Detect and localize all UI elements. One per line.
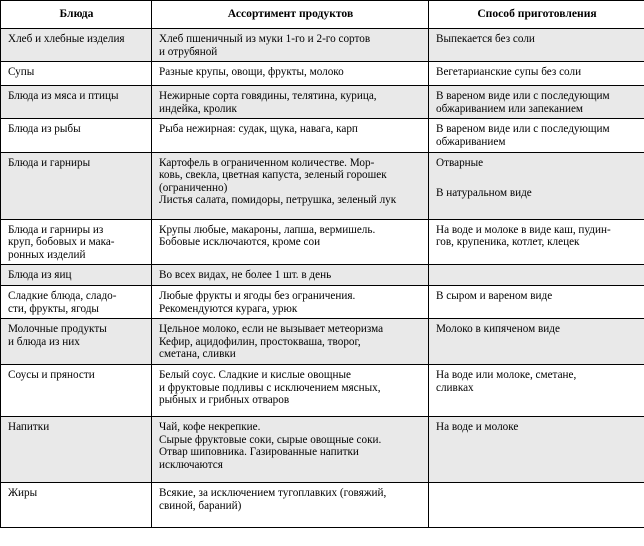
cell-line: На воде или молоке, сметане, xyxy=(436,368,577,381)
cell-line: Нежирные сорта говядины, телятина, курица, xyxy=(159,90,377,103)
cell-line: Цельное молоко, если не вызывает метеоризма xyxy=(159,323,384,336)
cell-dish-category xyxy=(1,285,152,318)
cell-method xyxy=(429,265,644,286)
cell-assortment xyxy=(152,285,429,318)
cell-line: сливках xyxy=(436,381,474,394)
cell-line: На воде и молоке в виде каш, пудин- xyxy=(436,223,611,236)
cell-line: Разные крупы, овощи, фрукты, молоко xyxy=(159,66,344,79)
cell-dish-category: Напитки xyxy=(1,416,152,482)
cell-line: Отварные xyxy=(436,156,484,169)
cell-method xyxy=(429,219,644,265)
table-row xyxy=(1,364,644,416)
cell-assortment xyxy=(152,416,429,482)
cell-line: В сыром и вареном виде xyxy=(436,289,553,302)
cell-line: Хлеб пшеничный из муки 1-го и 2-го сортов xyxy=(159,33,371,45)
cell-method xyxy=(429,285,644,318)
cell-line: В натуральном виде xyxy=(436,187,532,200)
cell-method xyxy=(429,86,644,119)
cell-line: Белый соус. Сладкие и кислые овощные xyxy=(159,368,351,381)
cell-line: обжариванием или запеканием xyxy=(436,102,583,115)
cell-line: В вареном виде или с последующим xyxy=(436,90,610,103)
cell-method xyxy=(429,364,644,416)
cell-line: сти, фрукты, ягоды xyxy=(8,302,99,315)
cell-line: Молоко в кипяченом виде xyxy=(436,323,560,336)
cell-assortment xyxy=(152,364,429,416)
cell-line: На воде и молоке xyxy=(436,420,519,433)
cell-line: Листья салата, помидоры, петрушка, зеленый лук xyxy=(159,194,397,207)
cell-assortment xyxy=(152,119,429,152)
table-row xyxy=(1,219,644,265)
cell-line: и фруктовые подливы с исключением мясных, xyxy=(159,381,381,394)
cell-method xyxy=(429,62,644,86)
cell-line: Сырые фруктовые соки, сырые овощные соки. xyxy=(159,433,382,446)
cell-assortment xyxy=(152,482,429,527)
cell-method xyxy=(429,29,644,62)
table-row xyxy=(1,152,644,219)
table-row xyxy=(1,29,644,62)
cell-line: Молочные продукты xyxy=(8,323,107,336)
cell-line: (ограниченно) xyxy=(159,181,228,194)
cell-line: Любые фрукты и ягоды без ограничения. xyxy=(159,289,356,302)
cell-dish-category: Хлеб и хлебные изделия xyxy=(1,29,152,62)
cell-line: Всякие, за исключением тугоплавких (говяжий, xyxy=(159,486,387,499)
cell-line: Рекомендуются курага, урюк xyxy=(159,302,298,315)
cell-assortment xyxy=(152,62,429,86)
cell-dish-category: Блюда и гарниры xyxy=(1,152,152,219)
table-row xyxy=(1,265,644,286)
table-row xyxy=(1,319,644,365)
cell-line: свиной, бараний) xyxy=(159,499,242,512)
cell-line: Крупы любые, макароны, лапша, вермишель. xyxy=(159,223,376,236)
cell-dish-category: Блюда из мяса и птицы xyxy=(1,86,152,119)
table-row xyxy=(1,285,644,318)
cell-line: круп, бобовых и мака- xyxy=(8,236,115,249)
cell-method xyxy=(429,416,644,482)
table-row xyxy=(1,416,644,482)
cell-line: Выпекается без соли xyxy=(436,33,535,45)
cell-dish-category xyxy=(1,219,152,265)
cell-dish-category: Соусы и пряности xyxy=(1,364,152,416)
cell-line: Отвар шиповника. Газированные напитки xyxy=(159,446,359,459)
cell-line: Бобовые исключаются, кроме сои xyxy=(159,236,321,249)
cell-assortment xyxy=(152,319,429,365)
cell-assortment xyxy=(152,265,429,286)
table-row xyxy=(1,119,644,152)
cell-line: В вареном виде или с последующим xyxy=(436,123,610,136)
cell-line: сметана, сливки xyxy=(159,348,236,361)
cell-method xyxy=(429,119,644,152)
column-header-dishes: Блюда xyxy=(1,1,152,29)
cell-line: Блюда и гарниры из xyxy=(8,223,104,236)
cell-line: исключаются xyxy=(159,458,223,471)
table-header xyxy=(1,1,644,29)
cell-dish-category: Блюда из яиц xyxy=(1,265,152,286)
cell-line: гов, крупеника, котлет, клецек xyxy=(436,236,580,249)
cell-line: Картофель в ограниченном количестве. Мор- xyxy=(159,156,375,169)
table-body xyxy=(1,29,644,528)
cell-method xyxy=(429,482,644,527)
cell-dish-category: Блюда из рыбы xyxy=(1,119,152,152)
cell-method xyxy=(429,319,644,365)
column-header-assortment: Ассортимент продуктов xyxy=(152,1,429,29)
cell-line: рыбных и грибных отваров xyxy=(159,394,290,407)
cell-assortment xyxy=(152,29,429,62)
cell-line: обжариванием xyxy=(436,135,506,148)
cell-line: Кефир, ацидофилин, простокваша, творог, xyxy=(159,335,361,348)
table-row xyxy=(1,86,644,119)
header-row xyxy=(1,1,644,29)
table-row xyxy=(1,482,644,527)
cell-assortment xyxy=(152,219,429,265)
cell-dish-category: Жиры xyxy=(1,482,152,527)
cell-line: и отрубяной xyxy=(159,45,218,58)
cell-line: Вегетарианские супы без соли xyxy=(436,66,582,79)
cell-dish-category: Супы xyxy=(1,62,152,86)
cell-line: Сладкие блюда, сладо- xyxy=(8,289,117,302)
cell-line: и блюда из них xyxy=(8,335,80,348)
cell-line: Чай, кофе некрепкие. xyxy=(159,420,261,433)
column-header-method: Способ приготовления xyxy=(429,1,644,29)
cell-line: Во всех видах, не более 1 шт. в день xyxy=(159,269,332,282)
cell-line: ковь, свекла, цветная капуста, зеленый горошек xyxy=(159,169,387,182)
cell-assortment xyxy=(152,152,429,219)
table-row xyxy=(1,62,644,86)
cell-method xyxy=(429,152,644,219)
cell-line: индейка, кролик xyxy=(159,102,237,115)
cell-line: ронных изделий xyxy=(8,248,86,261)
cell-dish-category xyxy=(1,319,152,365)
cell-line: Рыба нежирная: судак, щука, навага, карп xyxy=(159,123,358,136)
cell-assortment xyxy=(152,86,429,119)
